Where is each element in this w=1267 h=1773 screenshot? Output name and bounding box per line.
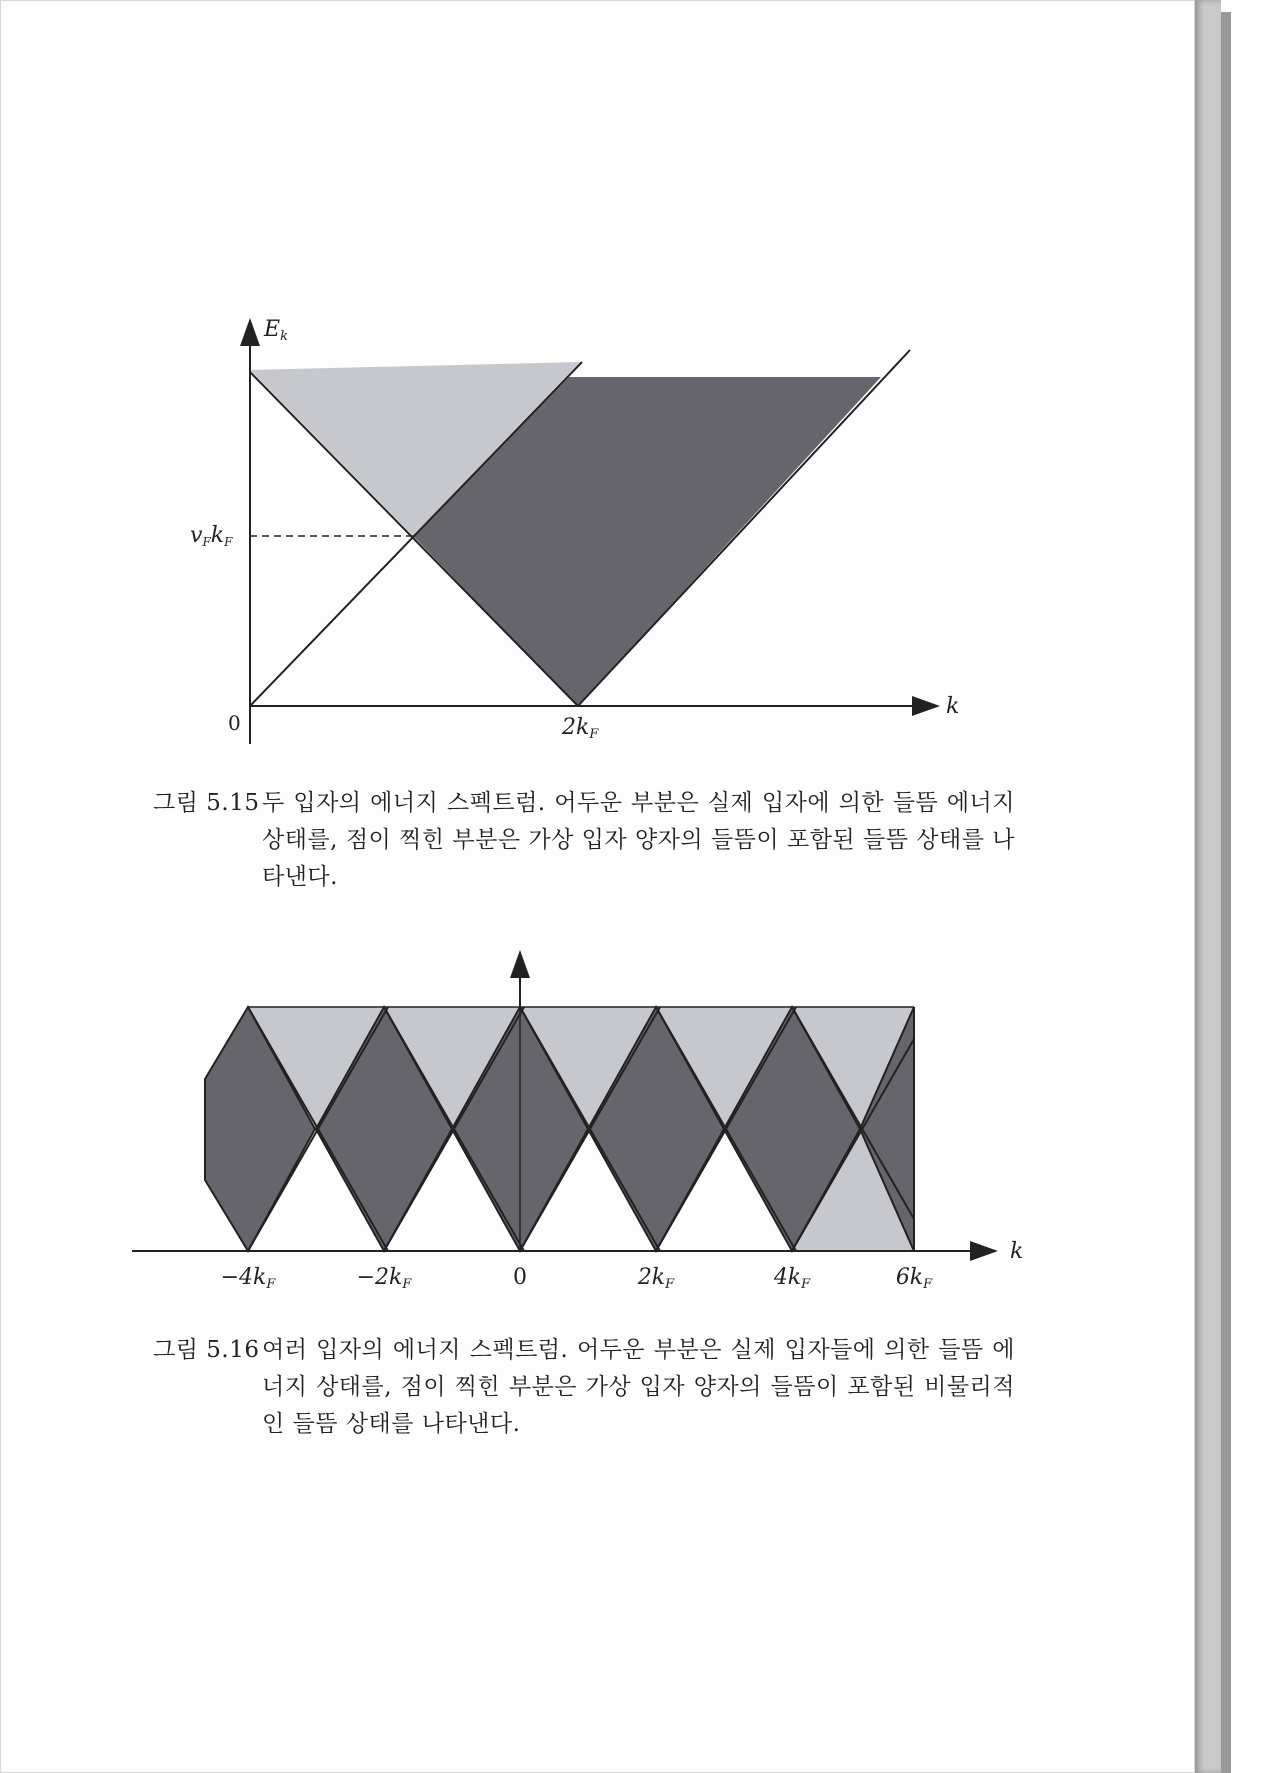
x-tick-2kf: 2kF [562,715,599,742]
page-edge-shadow-outer [1221,12,1231,1773]
figure-5-16-caption [153,1332,1015,1443]
y-tick-vfkf: vFkF [190,523,233,549]
figure-5-15-two-particle-spectrum [0,300,1000,760]
caption-text: 여러 입자의 에너지 스펙트럼. 어두운 부분은 실제 입자들에 의한 들뜸 에너지 상태를, 점이 찍힌 부분은 가상 입자 양자의 들뜸이 포함된 비물리적인 들뜸 상태를 나타낸다. [262,1337,1015,1437]
x-tick-labels [221,1265,934,1292]
page-edge-shadow [1195,0,1221,1773]
x-tick-label: −2kF [356,1265,412,1292]
figure-5-15-caption [153,785,1015,896]
origin-label: 0 [228,711,241,735]
x-tick-label: 0 [513,1265,527,1290]
x-axis-label: k [1010,1239,1024,1264]
y-axis-label: Ek [264,317,288,344]
caption-number: 그림 5.15 [153,790,260,816]
x-tick-label: −4kF [220,1265,276,1292]
x-tick-label: 2kF [637,1265,675,1292]
caption-number: 그림 5.16 [153,1337,260,1363]
caption-text: 두 입자의 에너지 스펙트럼. 어두운 부분은 실제 입자에 의한 들뜸 에너지 상태를, 점이 찍힌 부분은 가상 입자 양자의 들뜸이 포함된 들뜸 상태를 나타낸다. [262,790,1015,890]
x-tick-label: 4kF [773,1265,811,1292]
figure-5-16-multi-particle-spectrum [0,940,1060,1300]
x-axis-label: k [946,694,960,719]
x-tick-label: 6kF [895,1265,933,1292]
